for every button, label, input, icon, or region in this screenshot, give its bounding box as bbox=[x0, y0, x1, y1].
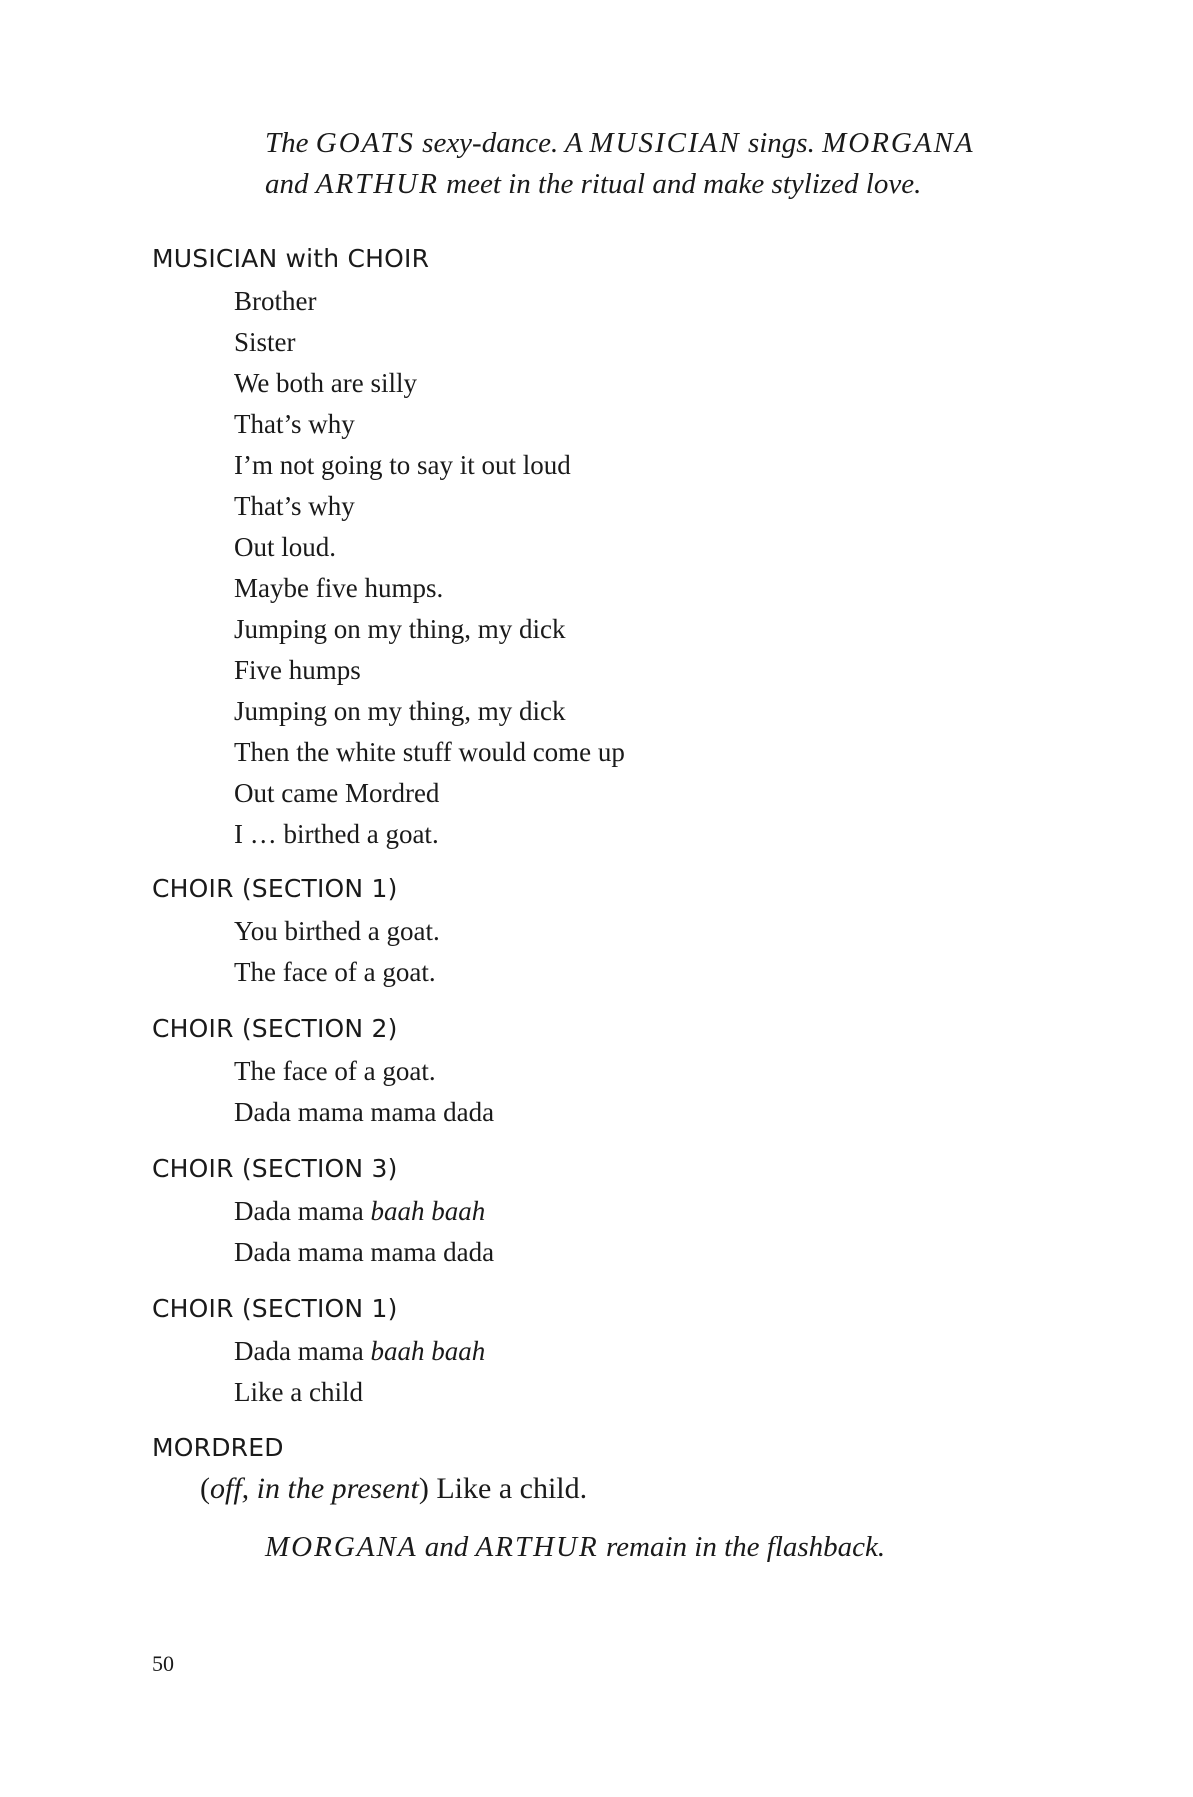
lyric-line: Then the white stuff would come up bbox=[234, 737, 625, 767]
lyric-line: That’s why bbox=[234, 409, 355, 439]
lyric-line: That’s why bbox=[234, 491, 355, 521]
character-name-morgana: MORGANA bbox=[265, 1531, 418, 1563]
lyric-line: Dada mama mama dada bbox=[234, 1237, 495, 1267]
lyrics-block-choir-section-2 bbox=[234, 1051, 494, 1133]
text: meet in the ritual and make stylized love. bbox=[438, 168, 922, 200]
lyrics-block-choir-section-1 bbox=[234, 911, 440, 993]
lyric-line: Sister bbox=[234, 327, 296, 357]
lyric-line bbox=[234, 1331, 485, 1372]
lyric-italic-text: baah baah bbox=[370, 1336, 486, 1366]
lyric-line: Brother bbox=[234, 286, 317, 316]
lyric-line: I … birthed a goat. bbox=[234, 819, 439, 849]
lyric-line: Dada mama mama dada bbox=[234, 1097, 495, 1127]
page-number: 50 bbox=[152, 1651, 174, 1676]
dialogue-text: Like a child. bbox=[428, 1472, 588, 1505]
lyric-line: Jumping on my thing, my dick bbox=[234, 614, 566, 644]
text: and bbox=[265, 168, 316, 200]
text: The bbox=[265, 127, 316, 159]
text: sexy-dance. A bbox=[414, 127, 590, 159]
speaker-choir-section-1: CHOIR (SECTION 1) bbox=[152, 874, 398, 903]
lyric-line: Out loud. bbox=[234, 532, 337, 562]
speaker-choir-section-3: CHOIR (SECTION 3) bbox=[152, 1154, 398, 1183]
lyric-line bbox=[234, 1191, 494, 1232]
speaker-choir-section-2: CHOIR (SECTION 2) bbox=[152, 1014, 398, 1043]
parenthetical-direction: off, in the present bbox=[210, 1472, 419, 1505]
lyric-line: The face of a goat. bbox=[234, 1056, 436, 1086]
lyric-line: Five humps bbox=[234, 655, 361, 685]
character-name-arthur: ARTHUR bbox=[475, 1531, 599, 1563]
text: remain in the flashback. bbox=[598, 1531, 886, 1563]
lyric-line: We both are silly bbox=[234, 368, 418, 398]
lyrics-block-choir-section-1-repeat bbox=[234, 1331, 485, 1413]
lyric-line: The face of a goat. bbox=[234, 957, 436, 987]
character-name-arthur: ARTHUR bbox=[315, 168, 439, 200]
lyric-line: Out came Mordred bbox=[234, 778, 440, 808]
lyric-line: Maybe five humps. bbox=[234, 573, 444, 603]
stage-direction-bottom bbox=[265, 1526, 885, 1569]
paren-close: ) bbox=[418, 1472, 429, 1505]
text: sings. bbox=[740, 127, 823, 159]
speaker-choir-section-1-repeat: CHOIR (SECTION 1) bbox=[152, 1294, 398, 1323]
speaker-musician-with-choir: MUSICIAN with CHOIR bbox=[152, 244, 430, 273]
paren-open: ( bbox=[200, 1472, 210, 1505]
lyric-line: You birthed a goat. bbox=[234, 916, 440, 946]
lyric-line: I’m not going to say it out loud bbox=[234, 450, 571, 480]
text: and bbox=[417, 1531, 476, 1563]
lyric-line: Like a child bbox=[234, 1377, 363, 1407]
speaker-mordred: MORDRED bbox=[152, 1433, 284, 1462]
lyric-text: Dada mama bbox=[234, 1336, 371, 1366]
stage-direction-top-line-1 bbox=[265, 122, 975, 165]
character-name-musician: MUSICIAN bbox=[589, 127, 741, 159]
mordred-dialogue bbox=[200, 1469, 587, 1509]
lyric-italic-text: baah baah bbox=[370, 1196, 486, 1226]
stage-direction-top-line-2 bbox=[265, 163, 921, 206]
lyrics-block-musician bbox=[234, 281, 625, 855]
lyric-line: Jumping on my thing, my dick bbox=[234, 696, 566, 726]
lyric-text: Dada mama bbox=[234, 1196, 371, 1226]
character-name-morgana: MORGANA bbox=[822, 127, 975, 159]
lyrics-block-choir-section-3 bbox=[234, 1191, 494, 1273]
character-name-goats: GOATS bbox=[315, 127, 415, 159]
